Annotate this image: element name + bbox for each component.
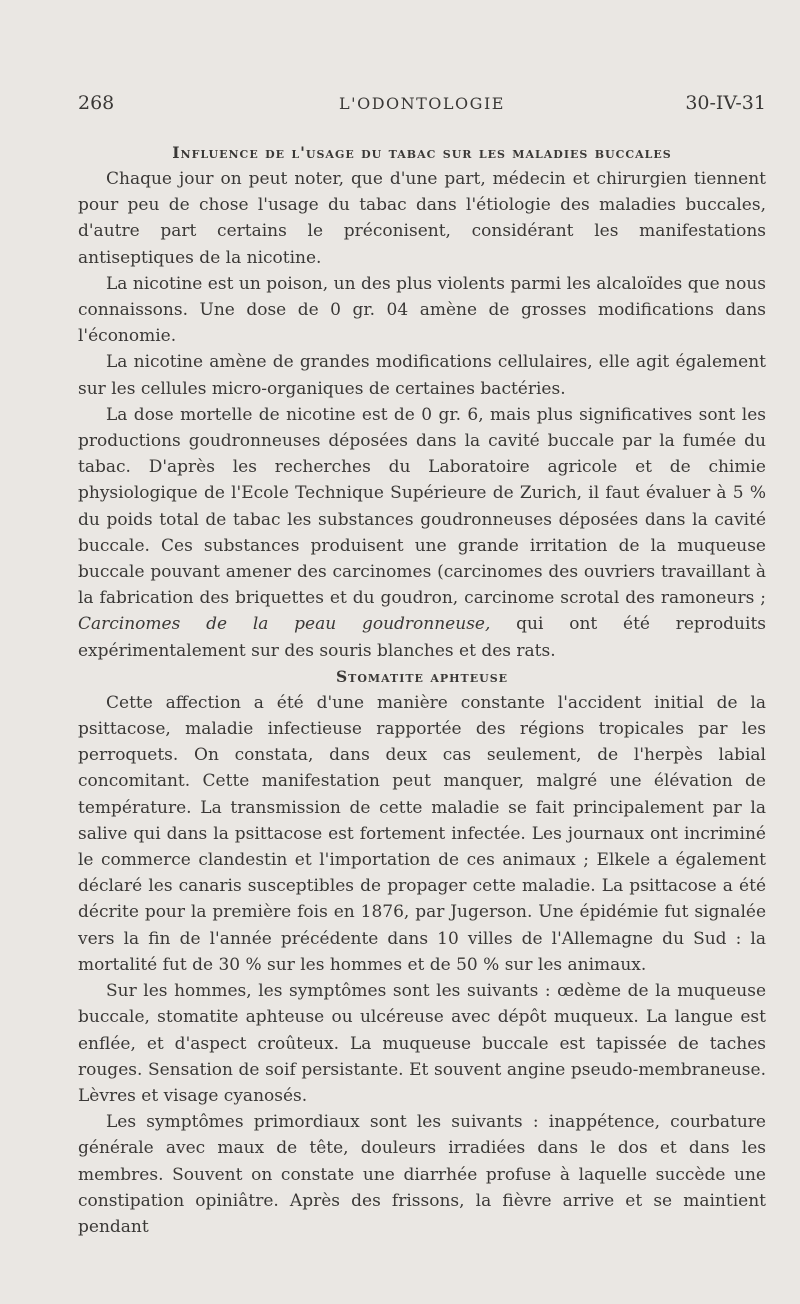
section-heading-tabac: Influence de l'usage du tabac sur les maladies buccales xyxy=(172,143,672,162)
article-body xyxy=(78,140,766,1240)
italic-title: Carcinomes de la peau goudronneuse, xyxy=(78,614,491,635)
paragraph: Chaque jour on peut noter, que d'une part, médecin et chirurgien tiennent pour peu de chose l'usage du tabac dans l'étiologie des maladies buccales, d'autre part certains le préconisent, considérant les manifestations antiseptiques de la nicotine. xyxy=(78,169,766,268)
paragraph: La nicotine est un poison, un des plus violents parmi les alcaloïdes que nous connaissons. Une dose de 0 gr. 04 amène de grosses modifications dans l'économie. xyxy=(78,273,766,347)
paragraph: Sur les hommes, les symptômes sont les suivants : œdème de la muqueuse buccale, stomatite aphteuse ou ulcéreuse avec dépôt muqueux. La langue est enflée, et d'aspect croûteux. La muqueuse buccale est tapissée de taches rouges. Sensation de soif persistante. Et souvent angine pseudo-membraneuse. Lèvres et visage cyanosés. xyxy=(78,981,766,1106)
paragraph: Cette affection a été d'une manière constante l'accident initial de la psittacose, maladie infectieuse rapportée des régions tropicales par les perroquets. On constata, dans deux cas seulement, de l'herpès labial concomitant. Cette manifestation peut manquer, malgré une élévation de température. La transmission de cette maladie se fait principalement par la salive qui dans la psittacose est fortement infectée. Les journaux ont incriminé le commerce clandestin et l'importation de ces animaux ; Elkele a également déclaré les canaris susceptibles de propager cette maladie. La psittacose a été décrite pour la première fois en 1876, par Jugerson. Une épidémie fut signalée vers la fin de l'année précédente dans 10 villes de l'Allemagne du Sud : la mortalité fut de 30 % sur les hommes et de 50 % sur les animaux. xyxy=(78,692,766,975)
paragraph: La nicotine amène de grandes modifications cellulaires, elle agit également sur les cellules micro-organiques de certaines bactéries. xyxy=(78,352,766,399)
running-head xyxy=(78,92,766,120)
page-number: 268 xyxy=(78,92,115,114)
issue-date: 30-IV-31 xyxy=(685,92,766,114)
text-run: La dose mortelle de nicotine est de 0 gr. 6, mais plus significatives sont les productions goudronneuses déposées dans la cavité buccale par la fumée du tabac. D'après les recherches du Laboratoire agricole et de chimie physiologique de l'Ecole Technique Supérieure de Zurich, il faut évaluer à 5 % du poids total de tabac les substances goudronneuses déposées dans la cavité buccale. Ces substances produisent une grande irritation de la muqueuse buccale pouvant amener des carcinomes (carcinomes des ouvriers travaillant à la fabrication des briquettes et du goudron, carcinome scrotal des ramoneurs ; xyxy=(78,404,766,609)
journal-title: L'ODONTOLOGIE xyxy=(339,94,505,113)
paragraph-dose-mortelle xyxy=(78,402,766,664)
section-heading-stomatite: Stomatite aphteuse xyxy=(335,666,509,686)
paragraph: Les symptômes primordiaux sont les suivants : inappétence, courbature générale avec maux de tête, douleurs irradiées dans le dos et dans les membres. Souvent on constate une diarrhée profuse à laquelle succède une constipation opiniâtre. Après des frissons, la fièvre arrive et se maintient pendant xyxy=(78,1112,766,1237)
text-run: qui ont été reproduits expérimentalement sur des souris blanches et des rats. xyxy=(78,614,766,661)
